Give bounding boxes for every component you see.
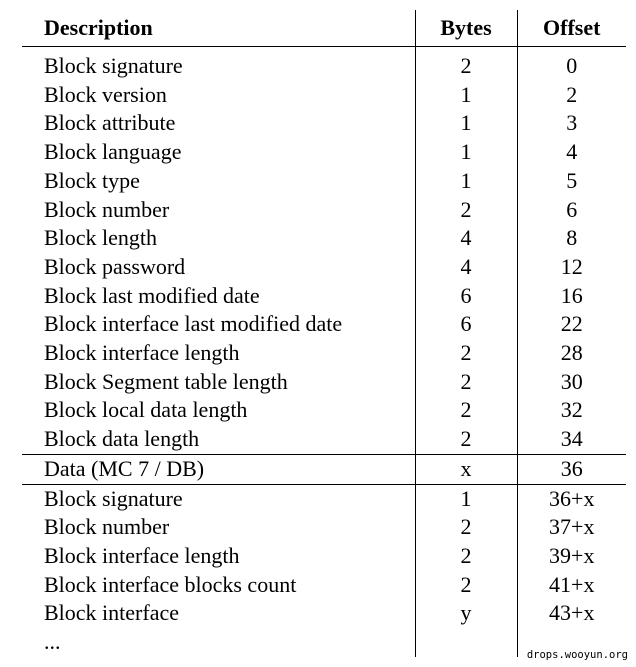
- cell-bytes: 1: [415, 167, 517, 196]
- table-header-row: [22, 10, 626, 47]
- cell-description: Block interface blocks count: [22, 571, 415, 600]
- cell-offset: 16: [560, 282, 583, 308]
- cell-description: Block number: [22, 196, 415, 225]
- cell-bytes: y: [415, 599, 517, 628]
- cell-bytes: 2: [415, 542, 517, 571]
- table-row: [22, 368, 626, 397]
- table-row: [22, 196, 626, 225]
- cell-offset: 39+x: [549, 542, 595, 568]
- cell-offset: 30: [560, 368, 583, 394]
- cell-offset: 36+x: [549, 485, 595, 511]
- cell-bytes: 2: [415, 368, 517, 397]
- cell-description: Block interface: [22, 599, 415, 628]
- cell-description: Block interface length: [22, 339, 415, 368]
- cell-bytes: 6: [415, 282, 517, 311]
- header-offset: Offset: [517, 10, 626, 47]
- cell-bytes: 1: [415, 81, 517, 110]
- watermark: drops.wooyun.org: [526, 649, 628, 661]
- cell-offset: 2: [566, 81, 578, 107]
- cell-bytes: 1: [415, 484, 517, 513]
- cell-offset: 34: [517, 425, 626, 454]
- cell-offset: 36: [517, 454, 626, 484]
- table-row: [22, 81, 626, 110]
- cell-bytes: 4: [415, 253, 517, 282]
- cell-description: Block interface last modified date: [22, 310, 415, 339]
- table-row: [22, 339, 626, 368]
- header-bytes: Bytes: [415, 10, 517, 47]
- table-body: [22, 47, 626, 657]
- cell-offset: 5: [566, 167, 578, 193]
- table-row: [22, 52, 626, 81]
- cell-description: Block length: [22, 224, 415, 253]
- cell-offset: 37+x: [549, 514, 595, 540]
- table-row: [22, 599, 626, 628]
- cell-offset: 22: [560, 311, 583, 337]
- cell-offset: 6: [566, 196, 578, 222]
- table-row: [22, 282, 626, 311]
- cell-description: Data (MC 7 / DB): [22, 454, 415, 484]
- cell-description: Block attribute: [22, 109, 415, 138]
- cell-bytes: 2: [415, 571, 517, 600]
- cell-bytes: 1: [415, 138, 517, 167]
- cell-description: Block password: [22, 253, 415, 282]
- cell-description: Block language: [22, 138, 415, 167]
- block-format-table: [22, 10, 626, 657]
- table-row: [22, 542, 626, 571]
- table-row: [22, 513, 626, 542]
- cell-description: Block signature: [22, 484, 415, 513]
- table-row: [22, 310, 626, 339]
- table-row: [22, 167, 626, 196]
- cell-bytes: 2: [415, 339, 517, 368]
- cell-bytes: 2: [415, 396, 517, 425]
- cell-offset: 3: [566, 110, 578, 136]
- cell-offset: 41+x: [549, 571, 595, 597]
- table-row: [22, 396, 626, 425]
- table-row: [22, 425, 626, 454]
- cell-bytes: 2: [415, 513, 517, 542]
- header-description: Description: [22, 10, 415, 47]
- cell-offset: 12: [560, 253, 583, 279]
- cell-bytes: 2: [415, 196, 517, 225]
- cell-bytes: 6: [415, 310, 517, 339]
- cell-bytes: 2: [415, 425, 517, 454]
- cell-bytes: 4: [415, 224, 517, 253]
- block-format-table-container: [22, 10, 626, 657]
- table-row: [22, 253, 626, 282]
- cell-description: Block number: [22, 513, 415, 542]
- cell-bytes: x: [415, 454, 517, 484]
- cell-bytes: 1: [415, 109, 517, 138]
- table-row: [22, 571, 626, 600]
- cell-offset: 32: [560, 397, 583, 423]
- cell-offset: 4: [566, 139, 578, 165]
- cell-bytes: [415, 628, 517, 657]
- cell-description: Block last modified date: [22, 282, 415, 311]
- cell-description: Block local data length: [22, 396, 415, 425]
- table-row: [22, 224, 626, 253]
- cell-description: Block data length: [22, 425, 415, 454]
- cell-description: Block type: [22, 167, 415, 196]
- cell-offset: 43+x: [549, 600, 595, 626]
- cell-offset: 0: [566, 53, 578, 78]
- table-row: [22, 484, 626, 513]
- cell-description: Block interface length: [22, 542, 415, 571]
- table-row: [22, 454, 626, 484]
- table-row: [22, 109, 626, 138]
- cell-offset: 8: [566, 225, 578, 251]
- cell-description: Block Segment table length: [22, 368, 415, 397]
- cell-description: Block signature: [22, 52, 415, 81]
- cell-description: ...: [22, 628, 415, 657]
- cell-offset: 28: [560, 340, 583, 366]
- cell-bytes: 2: [415, 52, 517, 81]
- table-row: [22, 138, 626, 167]
- cell-description: Block version: [22, 81, 415, 110]
